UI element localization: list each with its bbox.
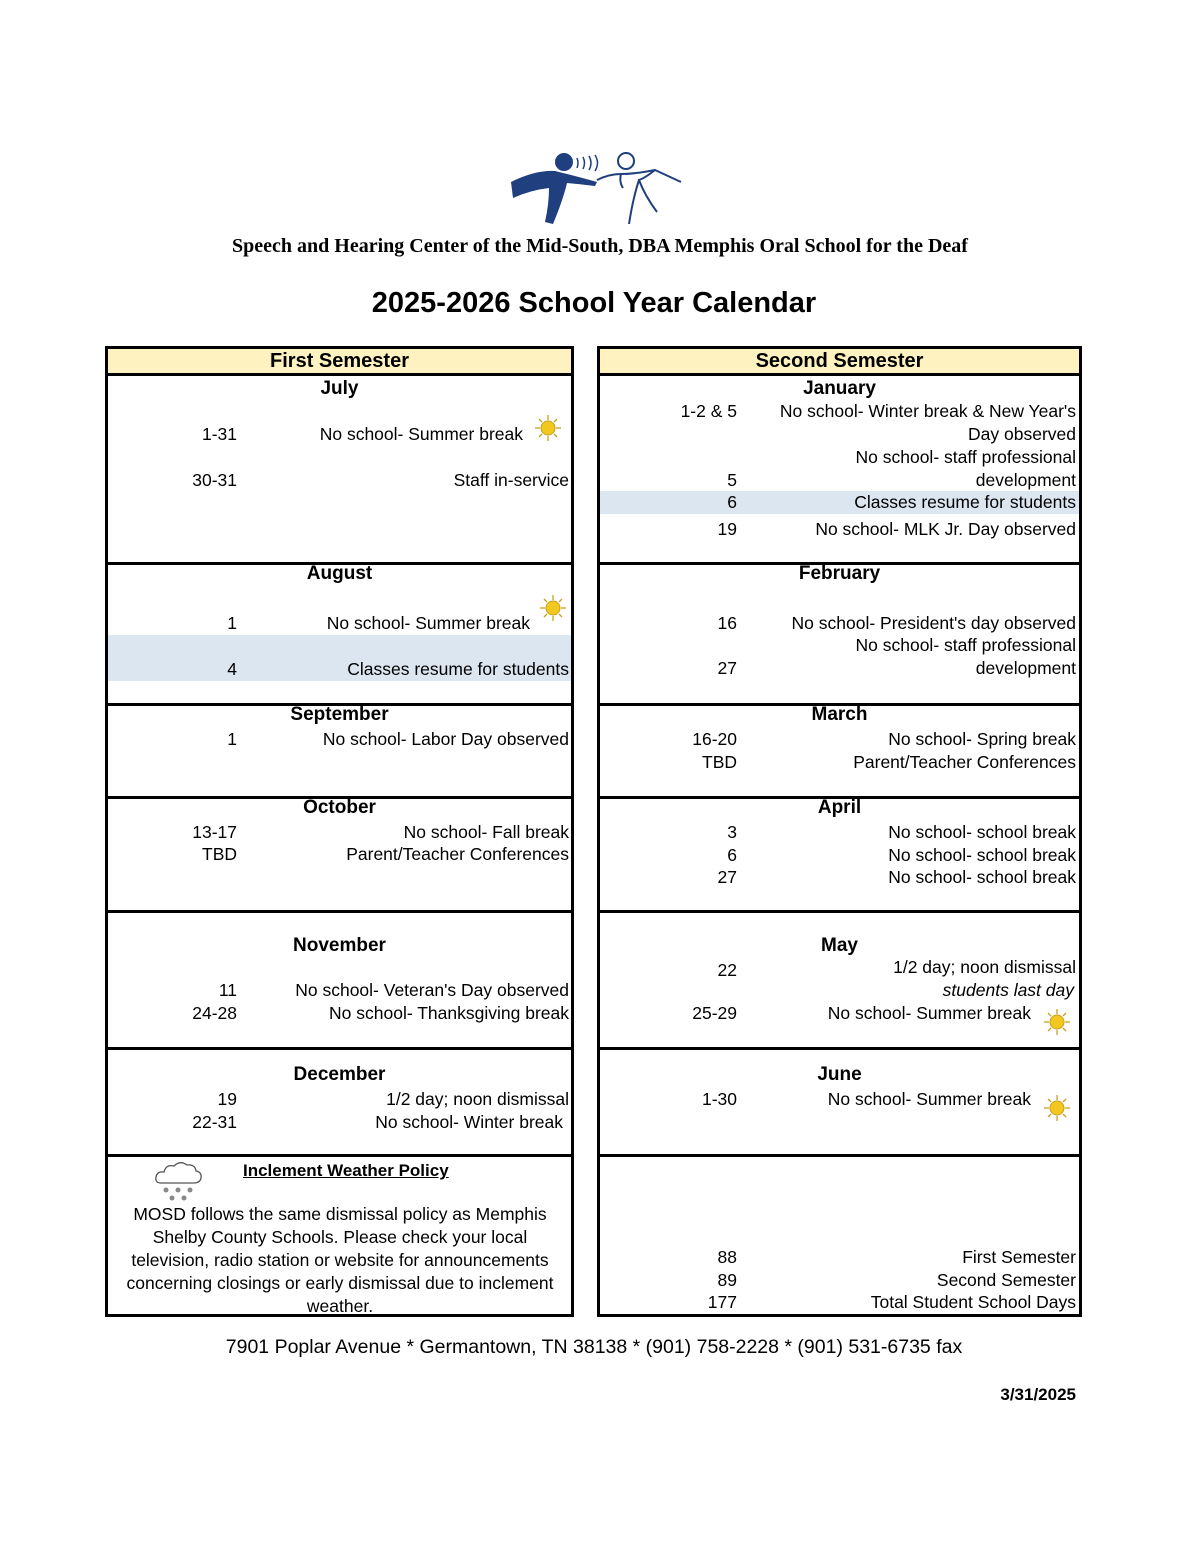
snow-cloud-icon (153, 1159, 203, 1205)
event-row (600, 634, 1079, 657)
event-date: 1-30 (701, 1089, 737, 1109)
event-description-line: 1/2 day; noon dismissal (893, 957, 1076, 977)
event-row (108, 423, 571, 446)
month-november (108, 910, 571, 1047)
event-date: TBD (202, 844, 237, 864)
event-row-continued (600, 657, 1079, 680)
event-description: No school- Summer break (326, 613, 530, 633)
event-description-line: No school- Winter break & New Year's (779, 401, 1076, 421)
second-semester-table (597, 346, 1082, 1317)
organization-name: Speech and Hearing Center of the Mid-South, DBA Memphis Oral School for the Deaf (232, 235, 968, 257)
month-january (600, 376, 1079, 562)
school-days-totals (600, 1154, 1079, 1314)
event-row (108, 728, 571, 751)
event-description: No school- school break (888, 867, 1076, 887)
event-description: No school- President's day observed (791, 613, 1076, 633)
event-row-continued (600, 979, 1079, 1002)
event-row (600, 612, 1079, 635)
month-march (600, 703, 1079, 796)
sun-icon (1043, 1008, 1071, 1036)
event-description: No school- Winter break (375, 1112, 563, 1132)
event-date: 1 (227, 613, 237, 633)
month-title: December (293, 1064, 386, 1085)
event-date: 6 (727, 845, 737, 865)
event-date: 22-31 (192, 1112, 237, 1132)
event-description: Parent/Teacher Conferences (853, 752, 1076, 772)
event-date: 27 (717, 867, 737, 887)
event-description-line: Day observed (968, 424, 1076, 444)
page-title: 2025-2026 School Year Calendar (371, 287, 817, 319)
first-semester-table (105, 346, 574, 1317)
month-june (600, 1047, 1079, 1154)
event-date: 19 (217, 1089, 237, 1109)
total-label: First Semester (962, 1247, 1076, 1267)
logo-child-figure-outline (597, 153, 681, 224)
event-description: No school- Thanksgiving break (329, 1003, 569, 1023)
total-label: Total Student School Days (870, 1292, 1076, 1312)
month-title: July (320, 378, 359, 399)
event-description: No school- Summer break (827, 1003, 1031, 1023)
month-september (108, 703, 571, 796)
event-description: Classes resume for students (347, 659, 569, 679)
event-row (600, 518, 1079, 541)
event-date: 19 (717, 519, 737, 539)
total-days: 177 (707, 1292, 737, 1312)
event-row (108, 1111, 571, 1134)
event-date: 22 (717, 960, 737, 980)
event-date: 1-31 (201, 424, 237, 444)
month-title: February (798, 563, 881, 584)
event-date: TBD (702, 752, 737, 772)
event-description: No school- Fall break (403, 822, 569, 842)
event-row (600, 400, 1079, 423)
event-description-line: students last day (942, 980, 1074, 1000)
month-title: November (293, 935, 386, 956)
event-row (600, 844, 1079, 867)
total-row (600, 1291, 1079, 1314)
event-description: No school- Summer break (827, 1089, 1031, 1109)
month-title: September (290, 704, 389, 725)
weather-policy-title: Inclement Weather Policy (243, 1161, 449, 1180)
sun-icon (1043, 1094, 1071, 1122)
event-row-continued (600, 469, 1079, 492)
first-semester-heading: First Semester (108, 349, 571, 376)
event-date: 6 (727, 492, 737, 512)
event-row (600, 751, 1079, 774)
event-row (108, 821, 571, 844)
event-description-line: No school- staff professional (855, 447, 1076, 467)
event-description-line: development (975, 658, 1076, 678)
event-date: 1-2 & 5 (680, 401, 737, 421)
event-date: 25-29 (692, 1003, 737, 1023)
month-title: January (803, 378, 876, 399)
month-february (600, 562, 1079, 703)
sun-icon (539, 594, 567, 622)
event-date: 24-28 (192, 1003, 237, 1023)
month-title: October (303, 797, 376, 818)
second-semester-heading: Second Semester (600, 349, 1079, 376)
weather-policy-text: MOSD follows the same dismissal policy as Memphis Shelby County Schools. Please check your local television, radio station or website for announcements concerning closings or early dismissal due to inclement weather. (126, 1204, 554, 1316)
event-row (600, 728, 1079, 751)
event-description: Staff in-service (453, 470, 569, 490)
total-label: Second Semester (936, 1270, 1076, 1290)
month-title: August (306, 563, 373, 584)
event-date: 13-17 (192, 822, 237, 842)
inclement-weather-section (108, 1154, 571, 1314)
month-july (108, 376, 571, 562)
event-row-continued (600, 423, 1079, 446)
event-row (108, 843, 571, 866)
sound-waves (577, 155, 598, 171)
event-date: 16 (717, 613, 737, 633)
month-april (600, 796, 1079, 910)
event-date: 1 (227, 729, 237, 749)
event-description: Classes resume for students (854, 492, 1076, 512)
document-date: 3/31/2025 (1000, 1385, 1076, 1404)
event-date: 16-20 (692, 729, 737, 749)
event-description: No school- Summer break (319, 424, 523, 444)
event-row (600, 866, 1079, 889)
event-description: No school- MLK Jr. Day observed (815, 519, 1076, 539)
event-date: 27 (717, 658, 737, 678)
school-logo (505, 148, 685, 228)
event-description: No school- Spring break (888, 729, 1076, 749)
event-row (108, 1002, 571, 1025)
event-date: 5 (727, 470, 737, 490)
event-description: No school- Veteran's Day observed (295, 980, 569, 1000)
month-december (108, 1047, 571, 1154)
month-october (108, 796, 571, 910)
event-description-line: development (975, 470, 1076, 490)
month-title: April (817, 797, 862, 818)
event-date: 30-31 (192, 470, 237, 490)
month-may (600, 910, 1079, 1047)
event-description: No school- school break (888, 822, 1076, 842)
month-title: May (821, 935, 858, 956)
event-row (108, 979, 571, 1002)
event-date: 11 (218, 980, 237, 1000)
event-row (600, 821, 1079, 844)
total-days: 89 (717, 1270, 737, 1290)
month-august (108, 562, 571, 703)
event-row-highlighted (600, 491, 1079, 514)
event-row (108, 1088, 571, 1111)
event-row (108, 612, 571, 635)
footer-address: 7901 Poplar Avenue * Germantown, TN 38138 * (901) 758-2228 * (901) 531-6735 fax (225, 1336, 963, 1358)
event-row (108, 469, 571, 492)
total-days: 88 (717, 1247, 737, 1267)
month-title: March (811, 704, 868, 725)
event-date: 3 (727, 822, 737, 842)
event-description: 1/2 day; noon dismissal (386, 1089, 569, 1109)
event-date: 4 (227, 659, 237, 679)
event-description: No school- school break (888, 845, 1076, 865)
event-description: Parent/Teacher Conferences (346, 844, 569, 864)
event-description: No school- Labor Day observed (322, 729, 569, 749)
sun-icon (534, 414, 562, 442)
total-row (600, 1269, 1079, 1292)
event-row-highlighted (108, 635, 571, 681)
total-row (600, 1246, 1079, 1269)
event-row (600, 1088, 1079, 1111)
event-row (600, 1002, 1079, 1025)
event-row (600, 446, 1079, 469)
month-title: June (817, 1064, 862, 1085)
event-description-line: No school- staff professional (855, 635, 1076, 655)
